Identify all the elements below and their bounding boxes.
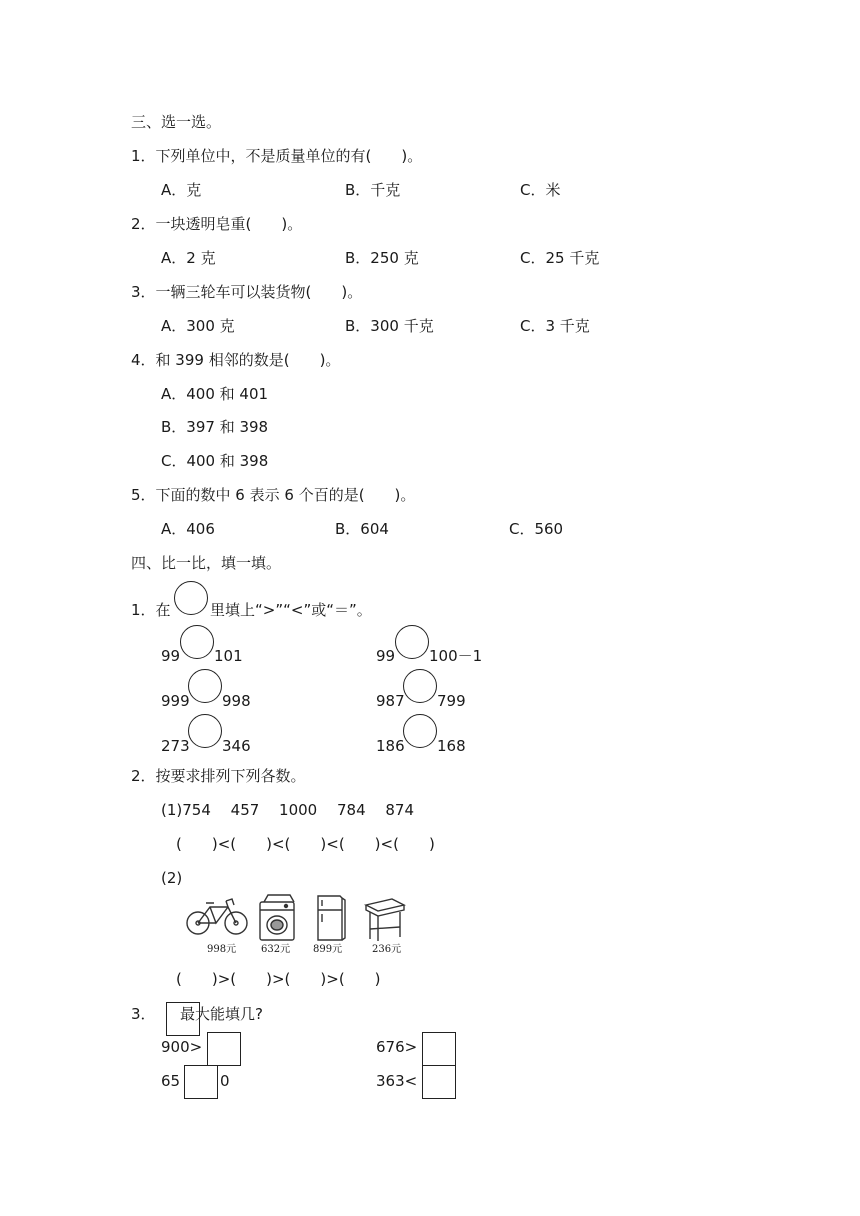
compare-circle-1[interactable] — [180, 625, 214, 659]
q3-option-a[interactable]: A．300 克 — [161, 317, 235, 335]
compare-left-5: 273 — [161, 737, 190, 755]
washing-machine-price: 632元 — [261, 944, 291, 955]
compare-right-5: 346 — [222, 737, 251, 755]
compare-right-2: 100－1 — [429, 647, 483, 665]
s4-q3-prefix: 3． — [131, 1005, 156, 1023]
q3-stem: 3．一辆三轮车可以装货物( )。 — [131, 283, 363, 301]
q5-option-a[interactable]: A．406 — [161, 520, 215, 538]
q5-option-c[interactable]: C．560 — [509, 520, 564, 538]
q1-option-c[interactable]: C．米 — [520, 181, 561, 199]
answer-box-3[interactable] — [184, 1065, 218, 1099]
sample-circle — [174, 581, 208, 615]
section-4-heading: 四、比一比，填一填。 — [131, 554, 282, 572]
compare-circle-5[interactable] — [188, 714, 222, 748]
q3-item-3-pre: 65 — [161, 1072, 181, 1090]
compare-circle-3[interactable] — [188, 669, 222, 703]
compare-left-1: 99 — [161, 647, 181, 665]
refrigerator-icon — [312, 892, 346, 944]
compare-circle-4[interactable] — [403, 669, 437, 703]
bicycle-icon — [184, 893, 250, 941]
q2-option-a[interactable]: A．2 克 — [161, 249, 216, 267]
sample-box — [166, 1002, 200, 1036]
washing-machine-icon — [256, 892, 298, 944]
compare-left-3: 999 — [161, 692, 190, 710]
q2-option-b[interactable]: B．250 克 — [345, 249, 419, 267]
q2-option-c[interactable]: C．25 千克 — [520, 249, 600, 267]
answer-box-2[interactable] — [422, 1032, 456, 1066]
q1-option-a[interactable]: A．克 — [161, 181, 202, 199]
compare-left-4: 987 — [376, 692, 405, 710]
q1-option-b[interactable]: B．千克 — [345, 181, 401, 199]
section-3-heading: 三、选一选。 — [131, 113, 222, 131]
s4-q2-p2-label: (2) — [161, 869, 183, 887]
desk-icon — [362, 893, 406, 943]
compare-circle-2[interactable] — [395, 625, 429, 659]
q4-stem: 4．和 399 相邻的数是( )。 — [131, 351, 341, 369]
bicycle-price: 998元 — [207, 944, 237, 955]
q2-stem: 2．一块透明皂重( )。 — [131, 215, 303, 233]
compare-right-1: 101 — [214, 647, 243, 665]
q4-option-b[interactable]: B．397 和 398 — [161, 418, 269, 436]
q4-option-c[interactable]: C．400 和 398 — [161, 452, 269, 470]
q3-item-3-post: 0 — [220, 1072, 230, 1090]
compare-left-2: 99 — [376, 647, 396, 665]
answer-box-1[interactable] — [207, 1032, 241, 1066]
q3-item-1-pre: 900> — [161, 1038, 203, 1056]
desk-price: 236元 — [372, 944, 402, 955]
s4-q2-p1-answer[interactable]: ( )<( )<( )<( )<( ) — [176, 835, 435, 853]
q3-item-2-pre: 676> — [376, 1038, 418, 1056]
compare-right-6: 168 — [437, 737, 466, 755]
q5-stem: 5．下面的数中 6 表示 6 个百的是( )。 — [131, 486, 416, 504]
compare-right-4: 799 — [437, 692, 466, 710]
q5-option-b[interactable]: B．604 — [335, 520, 389, 538]
s4-q2-stem: 2．按要求排列下列各数。 — [131, 767, 306, 785]
s4-q2-p2-answer[interactable]: ( )>( )>( )>( ) — [176, 970, 381, 988]
refrigerator-price: 899元 — [313, 944, 343, 955]
s4-q3-stem: 最大能填几? — [180, 1005, 263, 1023]
compare-left-6: 186 — [376, 737, 405, 755]
q4-option-a[interactable]: A．400 和 401 — [161, 385, 269, 403]
s4-q1-suffix: 里填上“>”“<”或“＝”。 — [210, 601, 372, 619]
compare-right-3: 998 — [222, 692, 251, 710]
q3-option-c[interactable]: C．3 千克 — [520, 317, 590, 335]
answer-box-4[interactable] — [422, 1065, 456, 1099]
q3-option-b[interactable]: B．300 千克 — [345, 317, 434, 335]
s4-q2-p1-numbers: (1)754 457 1000 784 874 — [161, 801, 415, 819]
q3-item-4-pre: 363< — [376, 1072, 418, 1090]
s4-q1-prefix: 1．在 — [131, 601, 171, 619]
compare-circle-6[interactable] — [403, 714, 437, 748]
q1-stem: 1．下列单位中，不是质量单位的有( )。 — [131, 147, 423, 165]
